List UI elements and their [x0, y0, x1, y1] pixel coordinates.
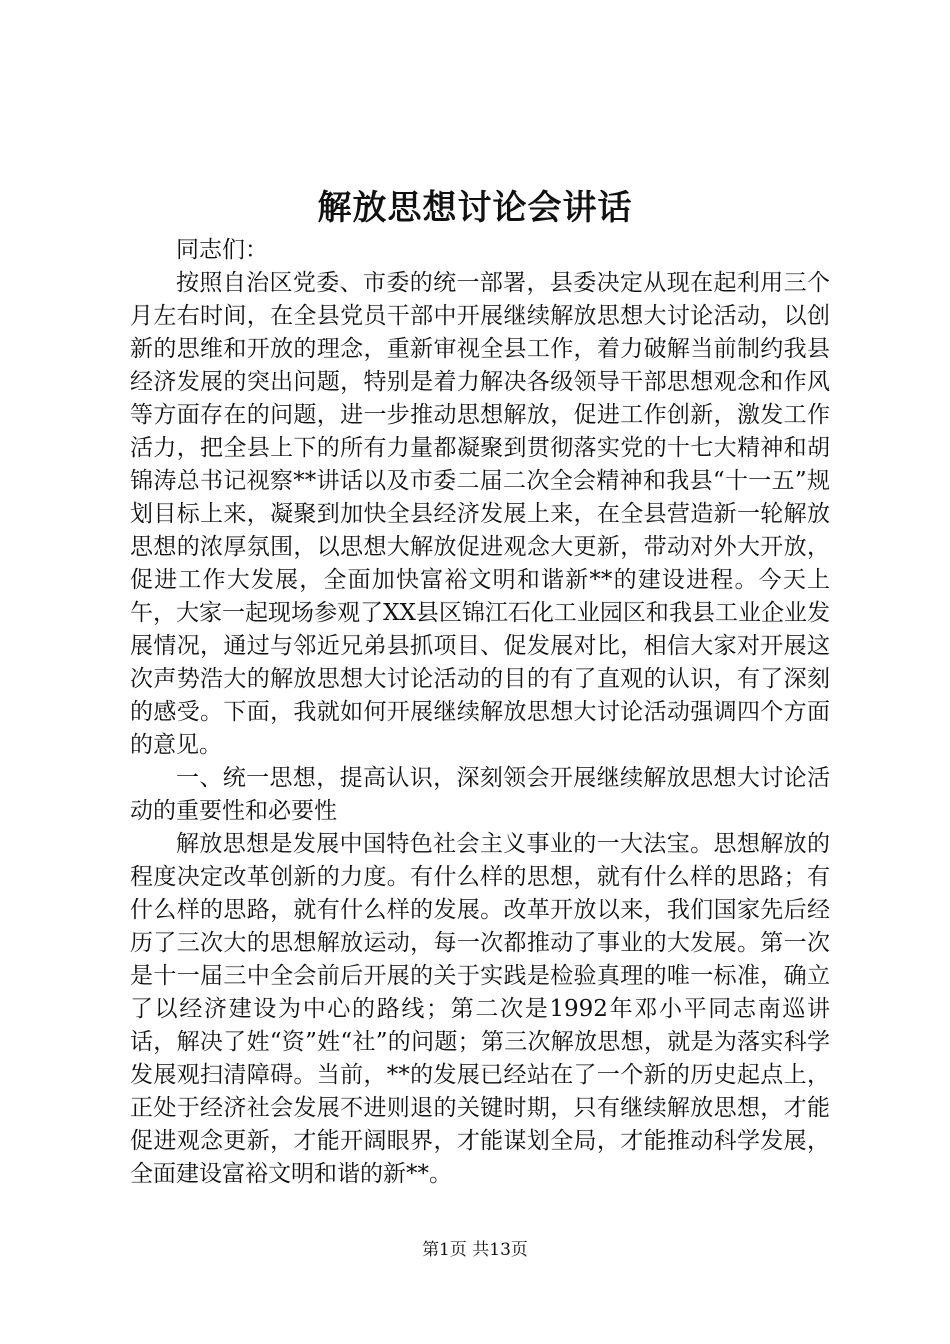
- section-1-paragraph: 解放思想是发展中国特色社会主义事业的一大法宝。思想解放的程度决定改革创新的力度。有什么样的思想，就有什么样的思路；有什么样的思路，就有什么样的发展。改革开放以来，我们国家先后经历了三次大的思想解放运动，每一次都推动了事业的大发展。第一次是十一届三中全会前后开展的关于实践是检验真理的唯一标准，确立了以经济建设为中心的路线；第二次是1992年邓小平同志南巡讲话，解决了姓“资”姓“社”的问题；第三次解放思想，就是为落实科学发展观扫清障碍。当前，**的发展已经站在了一个新的历史起点上，正处于经济社会发展不进则退的关键时期，只有继续解放思想，才能促进观念更新，才能开阔眼界，才能谋划全局，才能推动科学发展，全面建设富裕文明和谐的新**。: [130, 831, 830, 1187]
- page-footer: 第1页 共13页: [422, 1240, 528, 1260]
- section-heading-1: 一、统一思想，提高认识，深刻领会开展继续解放思想大讨论活动的重要性和必要性: [130, 765, 830, 824]
- document-body: [130, 234, 830, 1191]
- intro-paragraph: 按照自治区党委、市委的统一部署，县委决定从现在起利用三个月左右时间，在全县党员干部中开展继续解放思想大讨论活动，以创新的思维和开放的理念，重新审视全县工作，着力破解当前制约我县经济发展的突出问题，特别是着力解决各级领导干部思想观念和作风等方面存在的问题，进一步推动思想解放，促进工作创新，激发工作活力，把全县上下的所有力量都凝聚到贯彻落实党的十七大精神和胡锦涛总书记视察**讲话以及市委二届二次全会精神和我县“十一五”规划目标上来，凝聚到加快全县经济发展上来，在全县营造新一轮解放思想的浓厚氛围，以思想大解放促进观念大更新，带动对外大开放，促进工作大发展，全面加快富裕文明和谐新**的建设进程。今天上午，大家一起现场参观了XX县区锦江石化工业园区和我县工业企业发展情况，通过与邻近兄弟县抓项目、促发展对比，相信大家对开展这次声势浩大的解放思想大讨论活动的目的有了直观的认识，有了深刻的感受。下面，我就如何开展继续解放思想大讨论活动强调四个方面的意见。: [130, 270, 830, 758]
- document-title: 解放思想讨论会讲话: [317, 188, 633, 228]
- salutation-paragraph: 同志们：: [176, 237, 268, 263]
